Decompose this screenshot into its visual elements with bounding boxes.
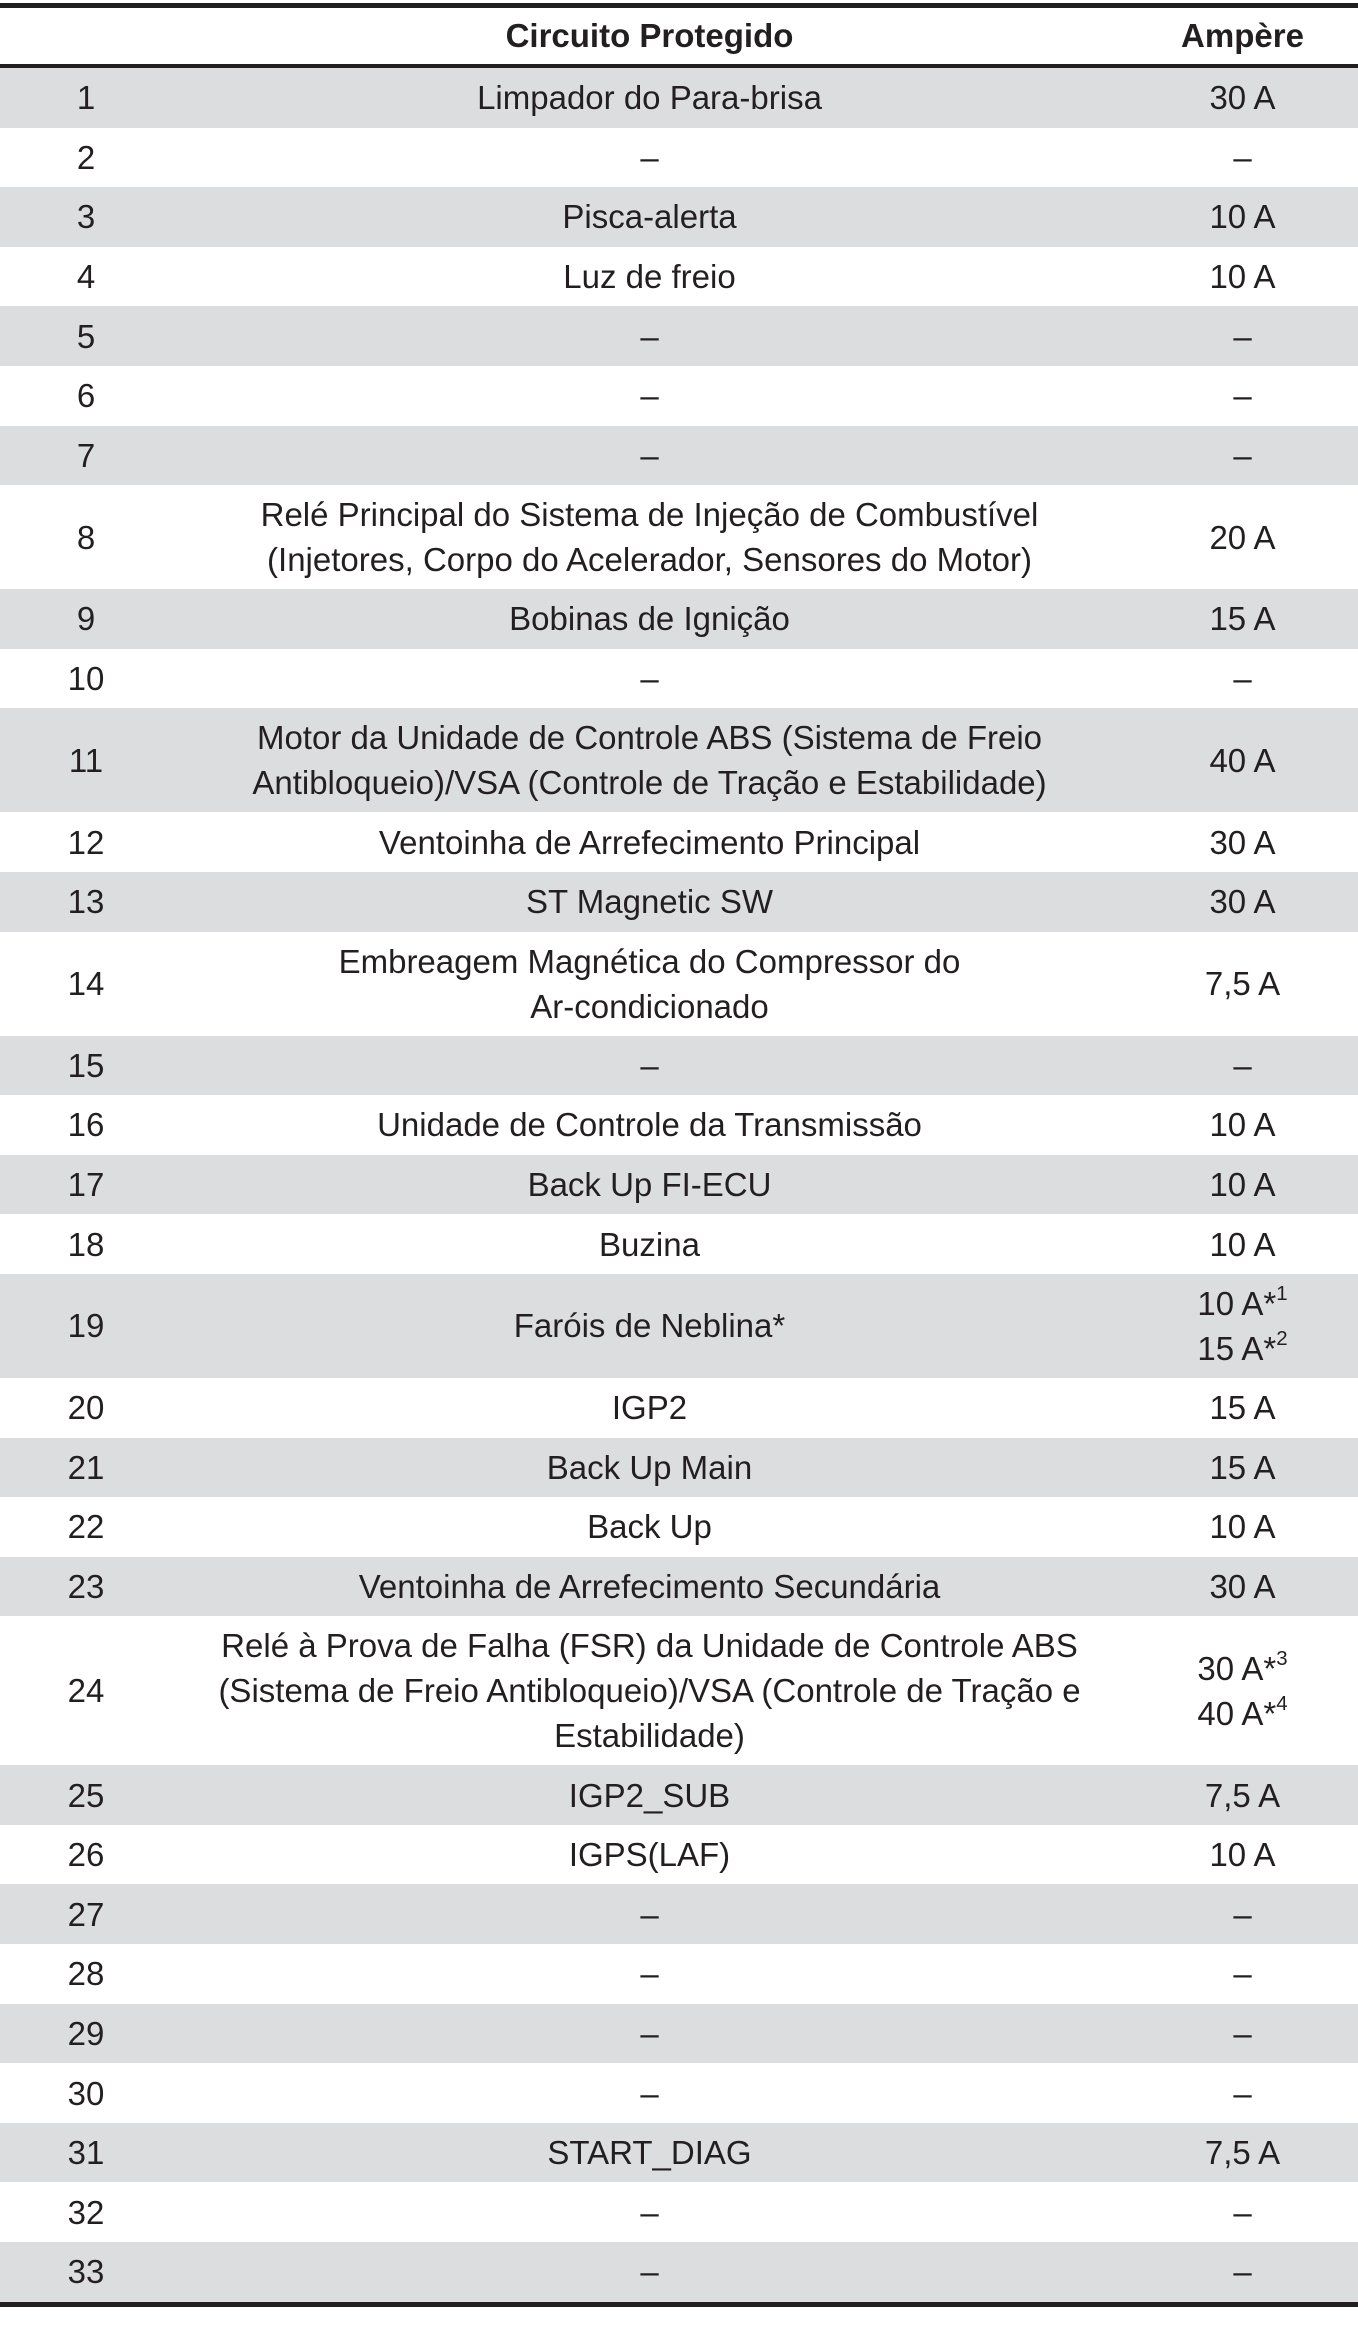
ampere-rating bbox=[1127, 2242, 1358, 2304]
protected-circuit bbox=[172, 1214, 1127, 1274]
ampere-rating bbox=[1127, 1765, 1358, 1825]
protected-circuit bbox=[172, 1557, 1127, 1617]
table-row bbox=[0, 1274, 1358, 1378]
ampere-rating bbox=[1127, 1884, 1358, 1944]
table-row bbox=[0, 1214, 1358, 1274]
fuse-number: 6 bbox=[0, 366, 172, 426]
circuit-line: Luz de freio bbox=[563, 258, 736, 296]
header-circuit: Circuito Protegido bbox=[172, 6, 1127, 67]
table-row bbox=[0, 1036, 1358, 1096]
ampere-value bbox=[1137, 1564, 1348, 1609]
ampere-text: 30 A bbox=[1209, 79, 1276, 117]
ampere-text: – bbox=[1233, 2193, 1252, 2231]
protected-circuit bbox=[172, 589, 1127, 649]
circuit-line: Motor da Unidade de Controle ABS (Sistema de Freio bbox=[256, 719, 1043, 757]
fuse-number: 1 bbox=[0, 66, 172, 128]
ampere-text: 30 A* bbox=[1197, 1649, 1277, 1687]
circuit-line: (Sistema de Freio Antibloqueio)/VSA (Controle de Tração e bbox=[218, 1672, 1081, 1710]
ampere-text: 7,5 A bbox=[1204, 1776, 1281, 1814]
ampere-value bbox=[1137, 1102, 1348, 1147]
ampere-rating bbox=[1127, 1095, 1358, 1155]
protected-circuit bbox=[172, 1616, 1127, 1765]
protected-circuit bbox=[172, 128, 1127, 188]
footnote-marker: 2 bbox=[1276, 1326, 1288, 1350]
circuit-line: Back Up Main bbox=[546, 1448, 753, 1486]
fuse-number: 20 bbox=[0, 1378, 172, 1438]
protected-circuit bbox=[172, 649, 1127, 709]
ampere-text: – bbox=[1233, 377, 1252, 415]
fuse-number: 24 bbox=[0, 1616, 172, 1765]
table-row bbox=[0, 66, 1358, 128]
fuse-number: 23 bbox=[0, 1557, 172, 1617]
table-row bbox=[0, 1378, 1358, 1438]
protected-circuit bbox=[172, 187, 1127, 247]
ampere-rating bbox=[1127, 932, 1358, 1036]
table-row bbox=[0, 812, 1358, 872]
ampere-rating bbox=[1127, 1438, 1358, 1498]
ampere-text: 40 A bbox=[1209, 741, 1276, 779]
ampere-text: 10 A bbox=[1209, 1508, 1276, 1546]
circuit-line: – bbox=[640, 138, 659, 176]
ampere-value bbox=[1137, 879, 1348, 924]
circuit-line: Back Up bbox=[587, 1508, 712, 1546]
fuse-number: 32 bbox=[0, 2182, 172, 2242]
ampere-rating bbox=[1127, 1036, 1358, 1096]
circuit-line: Ventoinha de Arrefecimento Principal bbox=[378, 823, 921, 861]
ampere-text: – bbox=[1233, 1046, 1252, 1084]
table-header bbox=[0, 6, 1358, 67]
ampere-value bbox=[1137, 1326, 1348, 1371]
fuse-number: 2 bbox=[0, 128, 172, 188]
table-row bbox=[0, 2123, 1358, 2183]
ampere-rating bbox=[1127, 812, 1358, 872]
circuit-line: Faróis de Neblina* bbox=[513, 1307, 786, 1345]
ampere-value bbox=[1137, 433, 1348, 478]
ampere-value bbox=[1137, 135, 1348, 180]
circuit-line: – bbox=[640, 377, 659, 415]
protected-circuit bbox=[172, 1095, 1127, 1155]
fuse-number: 30 bbox=[0, 2063, 172, 2123]
fuse-number: 10 bbox=[0, 649, 172, 709]
header-number bbox=[0, 6, 172, 67]
fuse-number: 8 bbox=[0, 485, 172, 589]
table-row bbox=[0, 306, 1358, 366]
ampere-rating bbox=[1127, 872, 1358, 932]
circuit-line: – bbox=[640, 2253, 659, 2291]
circuit-line: – bbox=[640, 2193, 659, 2231]
ampere-value bbox=[1137, 1691, 1348, 1736]
ampere-text: 30 A bbox=[1209, 883, 1276, 921]
fuse-number: 28 bbox=[0, 1944, 172, 2004]
fuse-number: 12 bbox=[0, 812, 172, 872]
ampere-value bbox=[1137, 254, 1348, 299]
protected-circuit bbox=[172, 2182, 1127, 2242]
ampere-rating bbox=[1127, 66, 1358, 128]
ampere-value bbox=[1137, 1445, 1348, 1490]
ampere-text: 15 A* bbox=[1197, 1329, 1277, 1367]
protected-circuit bbox=[172, 1378, 1127, 1438]
protected-circuit bbox=[172, 485, 1127, 589]
table-row bbox=[0, 1765, 1358, 1825]
fuse-number: 31 bbox=[0, 2123, 172, 2183]
ampere-text: – bbox=[1233, 2074, 1252, 2112]
ampere-text: – bbox=[1233, 2014, 1252, 2052]
ampere-value bbox=[1137, 515, 1348, 560]
table-row bbox=[0, 2004, 1358, 2064]
fuse-number: 22 bbox=[0, 1497, 172, 1557]
fuse-number: 11 bbox=[0, 708, 172, 812]
ampere-text: 15 A bbox=[1209, 1448, 1276, 1486]
table-row bbox=[0, 426, 1358, 486]
ampere-value bbox=[1137, 1385, 1348, 1430]
circuit-line: Unidade de Controle da Transmissão bbox=[377, 1106, 922, 1144]
table-row bbox=[0, 366, 1358, 426]
circuit-line: – bbox=[640, 2014, 659, 2052]
fuse-number: 18 bbox=[0, 1214, 172, 1274]
protected-circuit bbox=[172, 1274, 1127, 1378]
fuse-number: 3 bbox=[0, 187, 172, 247]
ampere-value bbox=[1137, 1951, 1348, 1996]
ampere-value bbox=[1137, 1773, 1348, 1818]
ampere-value bbox=[1137, 961, 1348, 1006]
ampere-value bbox=[1137, 2190, 1348, 2235]
ampere-rating bbox=[1127, 2004, 1358, 2064]
ampere-rating bbox=[1127, 1944, 1358, 2004]
fuse-number: 9 bbox=[0, 589, 172, 649]
table-row bbox=[0, 1944, 1358, 2004]
circuit-line: – bbox=[640, 317, 659, 355]
ampere-text: 30 A bbox=[1209, 1567, 1276, 1605]
ampere-text: 10 A bbox=[1209, 1106, 1276, 1144]
fuse-table bbox=[0, 3, 1358, 2307]
circuit-line: Limpador do Para-brisa bbox=[477, 79, 822, 117]
table-row bbox=[0, 1616, 1358, 1765]
table-row bbox=[0, 485, 1358, 589]
protected-circuit bbox=[172, 66, 1127, 128]
protected-circuit bbox=[172, 932, 1127, 1036]
fuse-number: 25 bbox=[0, 1765, 172, 1825]
circuit-line: Estabilidade) bbox=[554, 1717, 745, 1755]
table-body bbox=[0, 66, 1358, 2304]
table-row bbox=[0, 187, 1358, 247]
circuit-line: Embreagem Magnética do Compressor do bbox=[338, 942, 961, 980]
circuit-line: – bbox=[640, 1895, 659, 1933]
circuit-line: – bbox=[640, 1046, 659, 1084]
protected-circuit bbox=[172, 426, 1127, 486]
protected-circuit bbox=[172, 247, 1127, 307]
circuit-line: Relé à Prova de Falha (FSR) da Unidade de Controle ABS bbox=[221, 1627, 1078, 1665]
circuit-line: – bbox=[640, 436, 659, 474]
ampere-text: 7,5 A bbox=[1204, 965, 1281, 1003]
protected-circuit bbox=[172, 2242, 1127, 2304]
ampere-value bbox=[1137, 656, 1348, 701]
table-row bbox=[0, 1438, 1358, 1498]
circuit-line: – bbox=[640, 1955, 659, 1993]
footnote-marker: 4 bbox=[1276, 1691, 1288, 1715]
ampere-value bbox=[1137, 2249, 1348, 2294]
protected-circuit bbox=[172, 1438, 1127, 1498]
footnote-marker: 3 bbox=[1276, 1646, 1288, 1670]
circuit-line: Buzina bbox=[599, 1225, 700, 1263]
ampere-value bbox=[1137, 2130, 1348, 2175]
ampere-value bbox=[1137, 820, 1348, 865]
table-row bbox=[0, 2242, 1358, 2304]
circuit-line: IGP2 bbox=[611, 1389, 688, 1427]
protected-circuit bbox=[172, 2123, 1127, 2183]
fuse-number: 17 bbox=[0, 1155, 172, 1215]
ampere-value bbox=[1137, 596, 1348, 641]
fuse-number: 4 bbox=[0, 247, 172, 307]
fuse-number: 26 bbox=[0, 1825, 172, 1885]
ampere-text: 10 A bbox=[1209, 258, 1276, 296]
fuse-number: 21 bbox=[0, 1438, 172, 1498]
fuse-number: 29 bbox=[0, 2004, 172, 2064]
table-row bbox=[0, 589, 1358, 649]
protected-circuit bbox=[172, 1765, 1127, 1825]
circuit-line: Antibloqueio)/VSA (Controle de Tração e Estabilidade) bbox=[252, 764, 1047, 802]
fuse-number: 33 bbox=[0, 2242, 172, 2304]
ampere-rating bbox=[1127, 366, 1358, 426]
ampere-rating bbox=[1127, 1155, 1358, 1215]
ampere-text: – bbox=[1233, 1895, 1252, 1933]
table-row bbox=[0, 128, 1358, 188]
ampere-text: 7,5 A bbox=[1204, 2134, 1281, 2172]
ampere-value bbox=[1137, 1162, 1348, 1207]
ampere-value bbox=[1137, 314, 1348, 359]
ampere-text: 10 A bbox=[1209, 1836, 1276, 1874]
protected-circuit bbox=[172, 306, 1127, 366]
ampere-text: 15 A bbox=[1209, 600, 1276, 638]
ampere-text: – bbox=[1233, 660, 1252, 698]
fuse-number: 5 bbox=[0, 306, 172, 366]
table-row bbox=[0, 1095, 1358, 1155]
ampere-value bbox=[1137, 1892, 1348, 1937]
ampere-value bbox=[1137, 1646, 1348, 1691]
ampere-value bbox=[1137, 373, 1348, 418]
ampere-text: – bbox=[1233, 436, 1252, 474]
ampere-rating bbox=[1127, 485, 1358, 589]
protected-circuit bbox=[172, 1036, 1127, 1096]
protected-circuit bbox=[172, 1497, 1127, 1557]
ampere-text: 10 A bbox=[1209, 1166, 1276, 1204]
ampere-rating bbox=[1127, 247, 1358, 307]
ampere-rating bbox=[1127, 2123, 1358, 2183]
protected-circuit bbox=[172, 1825, 1127, 1885]
protected-circuit bbox=[172, 1155, 1127, 1215]
ampere-value bbox=[1137, 1832, 1348, 1877]
table-row bbox=[0, 708, 1358, 812]
ampere-text: 10 A* bbox=[1197, 1284, 1277, 1322]
footnote-marker: 1 bbox=[1276, 1281, 1288, 1305]
ampere-value bbox=[1137, 738, 1348, 783]
ampere-rating bbox=[1127, 1616, 1358, 1765]
ampere-text: 15 A bbox=[1209, 1389, 1276, 1427]
ampere-text: 40 A* bbox=[1197, 1694, 1277, 1732]
ampere-rating bbox=[1127, 2063, 1358, 2123]
ampere-value bbox=[1137, 1222, 1348, 1267]
protected-circuit bbox=[172, 708, 1127, 812]
table-row bbox=[0, 932, 1358, 1036]
table-row bbox=[0, 1825, 1358, 1885]
ampere-value bbox=[1137, 1043, 1348, 1088]
protected-circuit bbox=[172, 2004, 1127, 2064]
header-ampere: Ampère bbox=[1127, 6, 1358, 67]
circuit-line: Ar-condicionado bbox=[530, 987, 769, 1025]
ampere-value bbox=[1137, 2071, 1348, 2116]
circuit-line: Ventoinha de Arrefecimento Secundária bbox=[358, 1567, 941, 1605]
ampere-value bbox=[1137, 2011, 1348, 2056]
table-row bbox=[0, 1557, 1358, 1617]
ampere-rating bbox=[1127, 1378, 1358, 1438]
table-row bbox=[0, 2182, 1358, 2242]
ampere-text: 10 A bbox=[1209, 1225, 1276, 1263]
protected-circuit bbox=[172, 872, 1127, 932]
circuit-line: Bobinas de Ignição bbox=[509, 600, 790, 638]
ampere-value bbox=[1137, 75, 1348, 120]
ampere-rating bbox=[1127, 1557, 1358, 1617]
fuse-number: 19 bbox=[0, 1274, 172, 1378]
table-row bbox=[0, 2063, 1358, 2123]
circuit-line: (Injetores, Corpo do Acelerador, Sensores do Motor) bbox=[267, 541, 1032, 579]
table-row bbox=[0, 1497, 1358, 1557]
ampere-rating bbox=[1127, 1274, 1358, 1378]
table-row bbox=[0, 872, 1358, 932]
ampere-text: 10 A bbox=[1209, 198, 1276, 236]
circuit-line: IGPS(LAF) bbox=[568, 1836, 731, 1874]
ampere-rating bbox=[1127, 187, 1358, 247]
fuse-number: 7 bbox=[0, 426, 172, 486]
ampere-value bbox=[1137, 1281, 1348, 1326]
ampere-text: – bbox=[1233, 317, 1252, 355]
table-row bbox=[0, 649, 1358, 709]
table-row bbox=[0, 1155, 1358, 1215]
circuit-line: ST Magnetic SW bbox=[526, 883, 773, 921]
protected-circuit bbox=[172, 1884, 1127, 1944]
ampere-rating bbox=[1127, 1825, 1358, 1885]
fuse-number: 14 bbox=[0, 932, 172, 1036]
circuit-line: Back Up FI-ECU bbox=[527, 1166, 772, 1204]
fuse-number: 16 bbox=[0, 1095, 172, 1155]
fuse-number: 27 bbox=[0, 1884, 172, 1944]
ampere-text: 20 A bbox=[1209, 518, 1276, 556]
ampere-rating bbox=[1127, 1214, 1358, 1274]
ampere-text: – bbox=[1233, 1955, 1252, 1993]
ampere-rating bbox=[1127, 2182, 1358, 2242]
ampere-value bbox=[1137, 194, 1348, 239]
fuse-number: 15 bbox=[0, 1036, 172, 1096]
ampere-value bbox=[1137, 1504, 1348, 1549]
circuit-line: – bbox=[640, 660, 659, 698]
ampere-text: 30 A bbox=[1209, 823, 1276, 861]
protected-circuit bbox=[172, 1944, 1127, 2004]
fuse-number: 13 bbox=[0, 872, 172, 932]
circuit-line: Pisca-alerta bbox=[562, 198, 737, 236]
ampere-rating bbox=[1127, 589, 1358, 649]
ampere-text: – bbox=[1233, 138, 1252, 176]
ampere-rating bbox=[1127, 649, 1358, 709]
protected-circuit bbox=[172, 2063, 1127, 2123]
ampere-rating bbox=[1127, 128, 1358, 188]
circuit-line: START_DIAG bbox=[547, 2134, 752, 2172]
table-row bbox=[0, 1884, 1358, 1944]
protected-circuit bbox=[172, 812, 1127, 872]
table-row bbox=[0, 247, 1358, 307]
circuit-line: Relé Principal do Sistema de Injeção de Combustível bbox=[260, 496, 1039, 534]
ampere-rating bbox=[1127, 426, 1358, 486]
protected-circuit bbox=[172, 366, 1127, 426]
circuit-line: – bbox=[640, 2074, 659, 2112]
header-row bbox=[0, 6, 1358, 67]
ampere-text: – bbox=[1233, 2253, 1252, 2291]
ampere-rating bbox=[1127, 306, 1358, 366]
circuit-line: IGP2_SUB bbox=[568, 1776, 731, 1814]
ampere-rating bbox=[1127, 1497, 1358, 1557]
ampere-rating bbox=[1127, 708, 1358, 812]
